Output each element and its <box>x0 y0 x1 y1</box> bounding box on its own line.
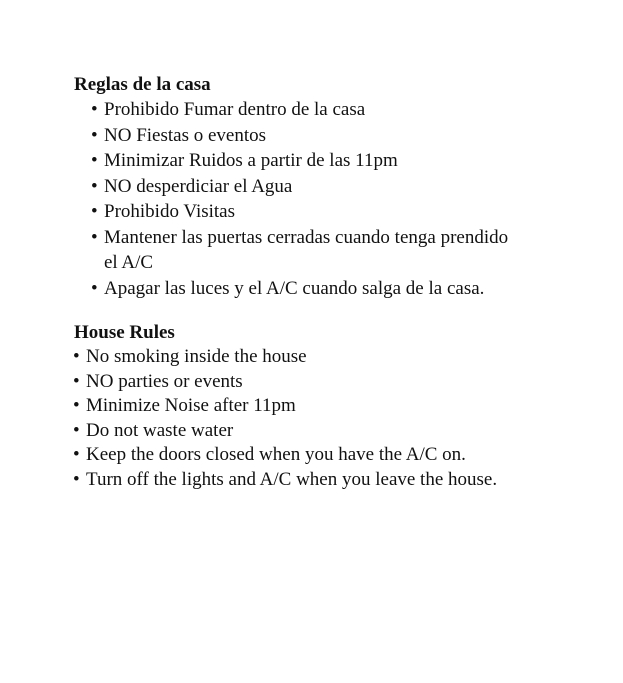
rule-text: Minimize Noise after 11pm <box>86 395 296 417</box>
spanish-rules-list <box>91 97 508 301</box>
list-item <box>73 443 497 468</box>
spanish-rules-heading: Reglas de la casa <box>74 74 211 95</box>
rule-text: Prohibido Fumar dentro de la casa <box>104 99 366 120</box>
bullet-icon: • <box>73 370 80 392</box>
list-item <box>91 225 508 276</box>
list-item <box>91 97 508 123</box>
bullet-icon: • <box>91 99 98 120</box>
rule-text: NO Fiestas o eventos <box>104 124 267 146</box>
bullet-icon: • <box>73 419 80 441</box>
list-item <box>73 419 497 444</box>
list-item <box>91 174 508 200</box>
list-item <box>91 123 508 149</box>
rule-text: Prohibido Visitas <box>104 201 235 222</box>
bullet-icon: • <box>73 346 80 367</box>
bullet-icon: • <box>91 150 98 171</box>
bullet-icon: • <box>91 201 98 222</box>
list-item <box>73 370 497 395</box>
list-item <box>91 276 508 302</box>
rule-text: Keep the doors closed when you have the A/C on. <box>86 444 466 466</box>
bullet-icon: • <box>73 395 80 417</box>
list-item <box>91 148 508 174</box>
list-item <box>73 394 497 419</box>
rule-text-continuation: el A/C <box>104 252 154 273</box>
bullet-icon: • <box>91 277 98 299</box>
bullet-icon: • <box>73 468 80 490</box>
english-rules-heading: House Rules <box>74 322 175 343</box>
list-item <box>73 345 497 370</box>
bullet-icon: • <box>73 444 80 466</box>
rule-text: Do not waste water <box>86 419 234 441</box>
english-rules-list <box>73 345 497 493</box>
bullet-icon: • <box>91 124 98 146</box>
rule-text: NO parties or events <box>86 370 243 392</box>
rule-text: NO desperdiciar el Agua <box>104 175 293 197</box>
list-item <box>91 199 508 225</box>
rule-text: No smoking inside the house <box>86 346 307 367</box>
rule-text: Minimizar Ruidos a partir de las 11pm <box>104 150 398 171</box>
rule-text: Apagar las luces y el A/C cuando salga de la casa. <box>104 277 485 299</box>
bullet-icon: • <box>91 175 98 197</box>
rule-text: Turn off the lights and A/C when you leave the house. <box>86 468 498 490</box>
list-item <box>73 468 497 493</box>
bullet-icon: • <box>91 226 98 248</box>
rule-text: Mantener las puertas cerradas cuando tenga prendido <box>104 226 509 248</box>
